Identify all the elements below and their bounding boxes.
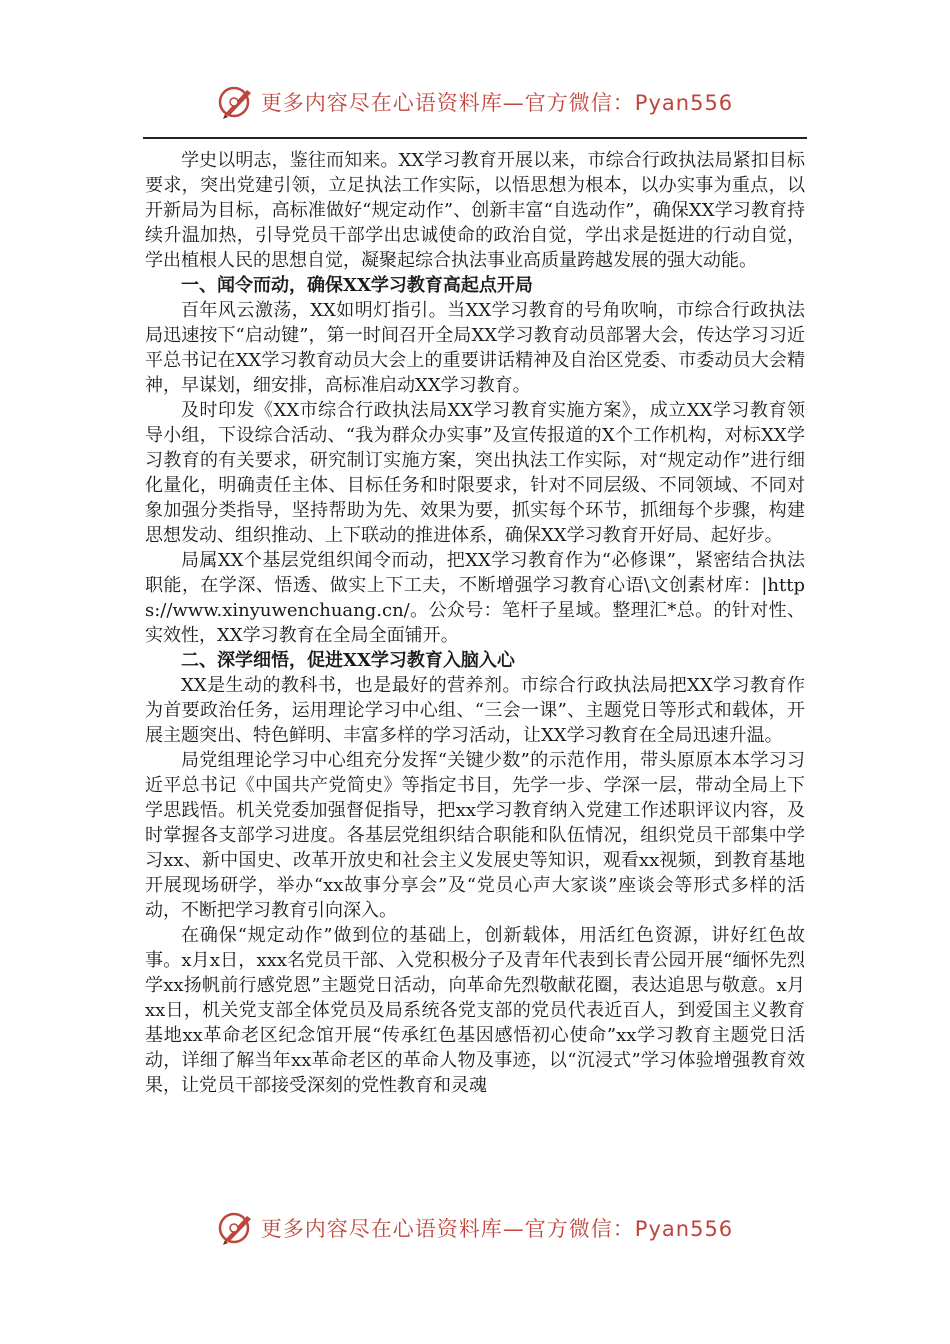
banner-text: 更多内容尽在心语资料库—官方微信：Pyan556 bbox=[260, 91, 734, 115]
paragraph: 局党组理论学习中心组充分发挥“关键少数”的示范作用，带头原原本本学习习近平总书记《中国共产党简史》等指定书目，先学一步、学深一层，带动全局上下学思践悟。机关党委加强督促指导，把xx学习教育纳入党建工作述职评议内容，及时掌握各支部学习进度。各基层党组织结合职能和队伍情况，组织党员干部集中学习xx、新中国史、改革开放史和社会主义发展史等知识，观看xx视频，到教育基地开展现场研学，举办“xx故事分享会”及“党员心声大家谈”座谈会等形式多样的活动，不断把学习教育引向深入。 bbox=[145, 750, 805, 921]
section-heading-2: 二、深学细悟，促进XX学习教育入脑入心 bbox=[181, 650, 515, 671]
header-banner bbox=[0, 80, 950, 124]
paragraph: 局属XX个基层党组织闻令而动，把XX学习教育作为“必修课”，紧密结合执法职能，在学深、悟透、做实上下工夫，不断增强学习教育心语\文创素材库：|https://www.xinyuwenchuang.cn/。公众号：笔杆子星域。整理汇*总。的针对性、实效性，XX学习教育在全局全面铺开。 bbox=[145, 550, 805, 646]
article-body bbox=[145, 148, 805, 1098]
pen-logo-icon bbox=[217, 1208, 257, 1248]
header-divider bbox=[143, 137, 807, 139]
pen-logo-icon bbox=[217, 82, 257, 122]
banner-text: 更多内容尽在心语资料库—官方微信：Pyan556 bbox=[260, 1217, 734, 1241]
footer-banner bbox=[0, 1206, 950, 1250]
section-heading-1: 一、闻令而动，确保XX学习教育高起点开局 bbox=[181, 275, 533, 296]
paragraph: 在确保“规定动作”做到位的基础上，创新载体，用活红色资源，讲好红色故事。x月x日，xxx名党员干部、入党积极分子及青年代表到长青公园开展“缅怀先烈学xx扬帆前行感党恩”主题党日活动，向革命先烈敬献花圈，表达追思与敬意。x月xx日，机关党支部全体党员及局系统各党支部的党员代表近百人，到爱国主义教育基地xx革命老区纪念馆开展“传承红色基因感悟初心使命”xx学习教育主题党日活动，详细了解当年xx革命老区的革命人物及事迹，以“沉浸式”学习体验增强教育效果，让党员干部接受深刻的党性教育和灵魂 bbox=[145, 925, 805, 1096]
paragraph: XX是生动的教科书，也是最好的营养剂。市综合行政执法局把XX学习教育作为首要政治任务，运用理论学习中心组、“三会一课”、主题党日等形式和载体，开展主题突出、特色鲜明、丰富多样的学习活动，让XX学习教育在全局迅速升温。 bbox=[145, 675, 805, 746]
intro-paragraph: 学史以明志，鉴往而知来。XX学习教育开展以来，市综合行政执法局紧扣目标要求，突出党建引领，立足执法工作实际，以悟思想为根本，以办实事为重点，以开新局为目标，高标准做好“规定动作”、创新丰富“自选动作”，确保XX学习教育持续升温加热，引导党员干部学出忠诚使命的政治自觉，学出求是挺进的行动自觉，学出植根人民的思想自觉，凝聚起综合执法事业高质量跨越发展的强大动能。 bbox=[145, 150, 805, 271]
paragraph: 百年风云激荡，XX如明灯指引。当XX学习教育的号角吹响，市综合行政执法局迅速按下“启动键”，第一时间召开全局XX学习教育动员部署大会，传达学习习近平总书记在XX学习教育动员大会上的重要讲话精神及自治区党委、市委动员大会精神，早谋划，细安排，高标准启动XX学习教育。 bbox=[145, 300, 805, 396]
paragraph: 及时印发《XX市综合行政执法局XX学习教育实施方案》，成立XX学习教育领导小组，下设综合活动、“我为群众办实事”及宣传报道的X个工作机构，对标XX学习教育的有关要求，研究制订实施方案，突出执法工作实际，对“规定动作”进行细化量化，明确责任主体、目标任务和时限要求，针对不同层级、不同领域、不同对象加强分类指导，坚持帮助为先、效果为要，抓实每个环节，抓细每个步骤，构建思想发动、组织推动、上下联动的推进体系，确保XX学习教育开好局、起好步。 bbox=[145, 400, 805, 546]
